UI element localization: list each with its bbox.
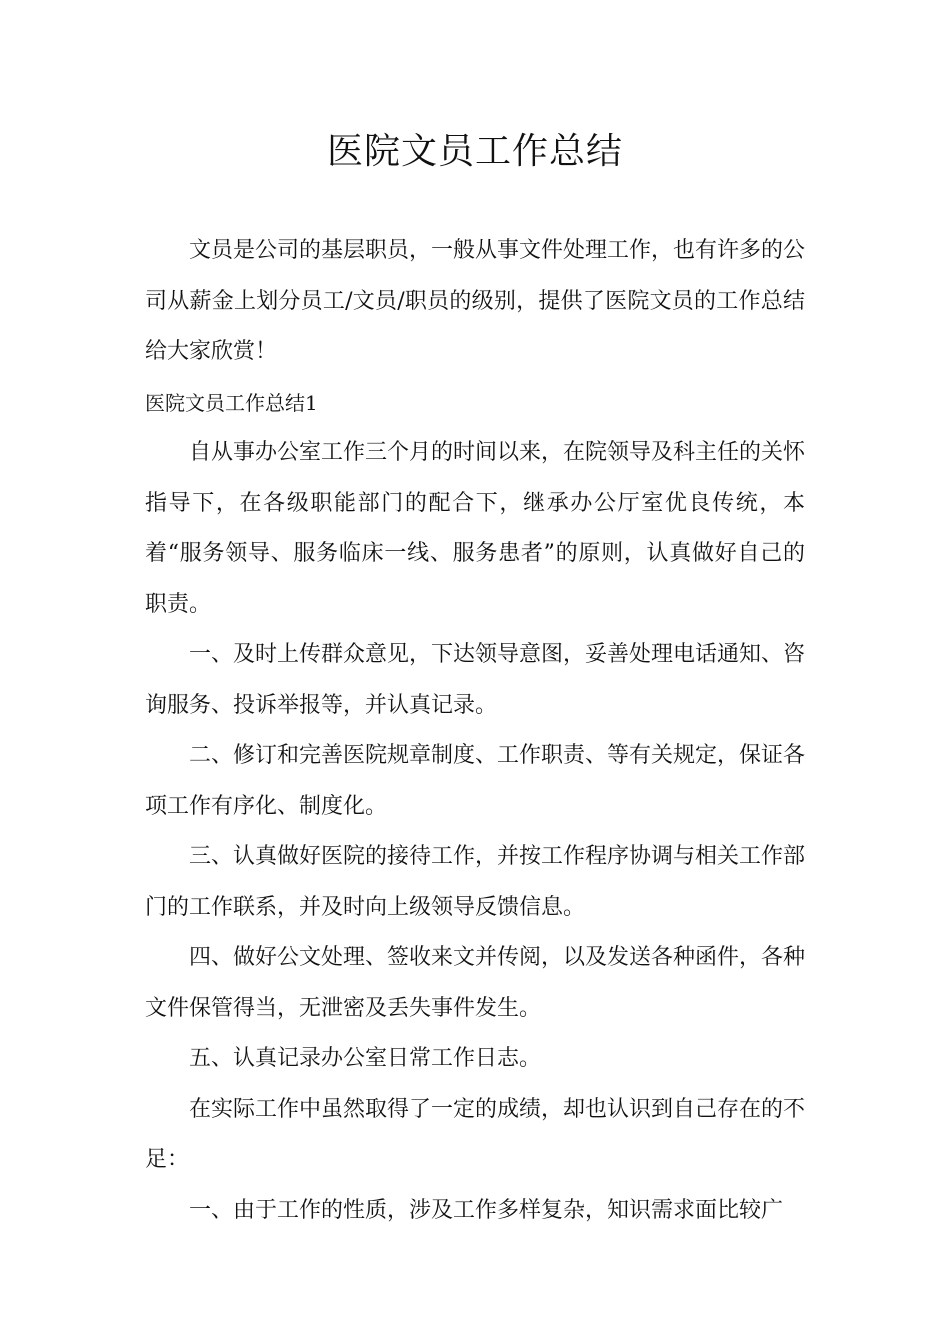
paragraph-shortcomings: 在实际工作中虽然取得了一定的成绩，却也认识到自己存在的不足：: [145, 1096, 806, 1172]
paragraph-item-5: 五、认真记录办公室日常工作日志。: [189, 1046, 542, 1071]
paragraph-item-1: 一、及时上传群众意见，下达领导意图，妥善处理电话通知、咨询服务、投诉举报等，并认真记录。: [145, 642, 806, 718]
document-title: 医院文员工作总结: [326, 131, 623, 172]
paragraph-item-2: 二、修订和完善医院规章制度、工作职责、等有关规定，保证各项工作有序化、制度化。: [145, 743, 806, 819]
paragraph-overview: 自从事办公室工作三个月的时间以来，在院领导及科主任的关怀指导下，在各级职能部门的配合下，继承办公厅室优良传统，本着“服务领导、服务临床一线、服务患者”的原则，认真做好自己的职责。: [145, 440, 806, 617]
paragraph-item-3: 三、认真做好医院的接待工作，并按工作程序协调与相关工作部门的工作联系，并及时向上级领导反馈信息。: [145, 844, 806, 920]
section-heading: 医院文员工作总结1: [145, 390, 318, 415]
paragraph-intro: 文员是公司的基层职员，一般从事文件处理工作，也有许多的公司从薪金上划分员工/文员/职员的级别，提供了医院文员的工作总结给大家欣赏！: [145, 238, 806, 364]
paragraph-item-4: 四、做好公文处理、签收来文并传阅，以及发送各种函件，各种文件保管得当，无泄密及丢失事件发生。: [145, 945, 806, 1021]
paragraph-shortcoming-1: 一、由于工作的性质，涉及工作多样复杂，知识需求面比较广: [189, 1197, 784, 1223]
document-body: [145, 226, 805, 1236]
